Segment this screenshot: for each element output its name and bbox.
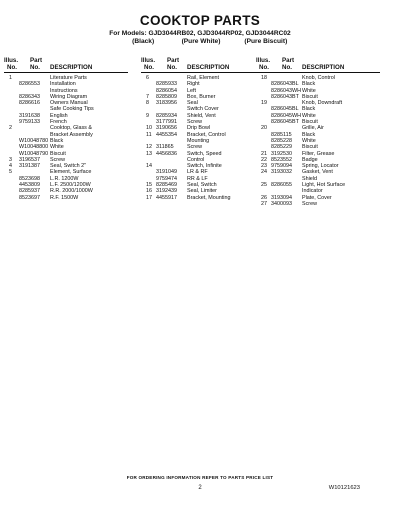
part-number: W10048790 bbox=[19, 150, 49, 157]
part-description: Cooktop, Glass & bbox=[50, 125, 92, 132]
illus-number: 23 bbox=[261, 163, 267, 170]
part-description: Bracket, Control bbox=[187, 131, 226, 138]
part-description: Indicator bbox=[302, 188, 323, 195]
part-description: Bracket Assembly bbox=[50, 131, 93, 138]
part-description: Knob, Downdraft bbox=[302, 100, 343, 107]
part-description: Plate, Cover bbox=[302, 194, 332, 201]
illus-number: 21 bbox=[261, 150, 267, 157]
part-description: Black bbox=[302, 106, 316, 113]
part-description: R.F. 1500W bbox=[50, 194, 79, 201]
header-part: Part bbox=[30, 57, 43, 64]
part-number: 3193032 bbox=[271, 169, 292, 176]
part-description: Shield bbox=[302, 175, 317, 182]
part-description: Seal bbox=[187, 100, 198, 107]
page-title: COOKTOP PARTS bbox=[139, 13, 261, 28]
part-number: 4455354 bbox=[156, 131, 177, 138]
part-description: Knob, Control bbox=[302, 75, 335, 81]
header-description: DESCRIPTION bbox=[50, 64, 93, 71]
part-description: Shield, Vent bbox=[187, 112, 216, 119]
header-illus: Illus. bbox=[4, 57, 19, 64]
part-number: 8286054 bbox=[156, 87, 177, 94]
part-description: Wiring Diagram bbox=[50, 93, 88, 100]
illus-number: 10 bbox=[146, 125, 152, 132]
part-number: 8286055 bbox=[271, 182, 292, 189]
model-colors bbox=[0, 38, 400, 45]
part-number: W10048780 bbox=[19, 137, 49, 144]
illus-number: 14 bbox=[146, 163, 152, 170]
part-description: Rail, Element bbox=[187, 75, 220, 81]
part-number: 8285229 bbox=[271, 144, 292, 151]
part-number: 8285469 bbox=[156, 182, 177, 189]
part-number: 4453809 bbox=[19, 182, 40, 189]
part-number: 4456836 bbox=[156, 150, 177, 157]
part-description: Black bbox=[50, 137, 64, 144]
part-description: R.R. 2000/1000W bbox=[50, 188, 93, 195]
page-number: 2 bbox=[198, 485, 202, 491]
part-number: 8286043WH bbox=[271, 87, 301, 94]
parts-column-2 bbox=[141, 58, 265, 201]
part-description: Screw bbox=[187, 144, 202, 151]
part-description: Bracket, Mounting bbox=[187, 194, 231, 201]
illus-number: 25 bbox=[261, 182, 267, 189]
part-number: 9759474 bbox=[156, 175, 177, 182]
illus-number: 12 bbox=[146, 144, 152, 151]
list-item bbox=[256, 201, 380, 207]
part-description: Element, Surface bbox=[50, 169, 92, 176]
part-description: Seal, Switch 2" bbox=[50, 163, 87, 170]
part-description: White bbox=[302, 87, 316, 94]
header-description: DESCRIPTION bbox=[302, 64, 345, 71]
part-number: 8286553 bbox=[19, 81, 40, 88]
document-number: W10121623 bbox=[328, 485, 360, 491]
part-description: Seal, Limiter bbox=[187, 188, 217, 195]
header-part: Part bbox=[282, 57, 295, 64]
part-description: Box, Burner bbox=[187, 93, 216, 100]
illus-number: 22 bbox=[261, 156, 267, 163]
part-description: Right bbox=[187, 81, 200, 88]
part-description: Badge bbox=[302, 156, 318, 163]
part-number: 9759133 bbox=[19, 119, 40, 126]
part-description: Biscuit bbox=[302, 93, 318, 100]
header-part-no: No. bbox=[30, 64, 40, 71]
illus-number: 24 bbox=[261, 169, 267, 176]
part-description: White bbox=[50, 144, 64, 151]
part-description: Screw bbox=[50, 156, 65, 163]
part-description: Mounting bbox=[187, 137, 210, 144]
part-number: 8285933 bbox=[156, 81, 177, 88]
part-description: Literature Parts bbox=[50, 75, 87, 81]
part-description: White bbox=[302, 137, 316, 144]
part-description: Spring, Locator bbox=[302, 163, 339, 170]
list-item bbox=[4, 195, 128, 201]
part-number: 3177991 bbox=[156, 119, 177, 126]
illus-number: 2 bbox=[9, 125, 12, 132]
illus-number: 20 bbox=[261, 125, 267, 132]
header-description: DESCRIPTION bbox=[187, 64, 230, 71]
illus-number: 5 bbox=[9, 169, 12, 176]
part-number: 8523552 bbox=[271, 156, 292, 163]
part-number: 8286045BL bbox=[271, 106, 299, 113]
part-description: Biscuit bbox=[302, 144, 318, 151]
part-description: French bbox=[50, 119, 67, 126]
part-description: Black bbox=[302, 81, 316, 88]
column-header bbox=[256, 58, 380, 73]
part-description: Black bbox=[302, 131, 316, 138]
parts-column-1 bbox=[4, 58, 128, 201]
part-number: 9759094 bbox=[271, 163, 292, 170]
part-number: 3192530 bbox=[271, 150, 292, 157]
illus-number: 4 bbox=[9, 163, 12, 170]
part-number: 311865 bbox=[156, 144, 174, 151]
illus-number: 18 bbox=[261, 75, 267, 81]
part-description: Installation bbox=[50, 81, 76, 88]
illus-number: 17 bbox=[146, 194, 152, 201]
part-description: LR & RF bbox=[187, 169, 208, 176]
illus-number: 19 bbox=[261, 100, 267, 107]
part-description: Owners Manual bbox=[50, 100, 88, 107]
part-number: 3190656 bbox=[156, 125, 177, 132]
part-description: Biscuit bbox=[302, 119, 318, 126]
column-header bbox=[141, 58, 265, 73]
illus-number: 26 bbox=[261, 194, 267, 201]
part-number: 8286045WH bbox=[271, 112, 301, 119]
model-numbers: For Models: GJD3044RB02, GJD3044RP02, GJD3044RC02 bbox=[109, 30, 291, 37]
header-part: Part bbox=[167, 57, 180, 64]
part-description: L.F. 2500/1200W bbox=[50, 182, 91, 189]
list-item bbox=[141, 195, 265, 201]
part-number: 8286043BL bbox=[271, 81, 299, 88]
part-number: 3191638 bbox=[19, 112, 40, 119]
illus-number: 6 bbox=[146, 75, 149, 81]
part-number: 8286043BT bbox=[271, 93, 299, 100]
part-description: Drip Bowl bbox=[187, 125, 211, 132]
part-number: 8285809 bbox=[156, 93, 177, 100]
part-description: Instructions bbox=[50, 87, 78, 94]
part-description: Switch, Infinite bbox=[187, 163, 222, 170]
part-number: 3183956 bbox=[156, 100, 177, 107]
part-description: Light, Hot Surface bbox=[302, 182, 346, 189]
part-description: Screw bbox=[302, 200, 317, 207]
part-number: 8285228 bbox=[271, 137, 292, 144]
column-header bbox=[4, 58, 128, 73]
part-description: Biscuit bbox=[50, 150, 66, 157]
part-number: 8286616 bbox=[19, 100, 40, 107]
part-number: 3191387 bbox=[19, 163, 40, 170]
part-number: 3193094 bbox=[271, 194, 292, 201]
illus-number: 9 bbox=[146, 112, 149, 119]
header-part-no: No. bbox=[282, 64, 292, 71]
part-number: 8286343 bbox=[19, 93, 40, 100]
header-part-no: No. bbox=[167, 64, 177, 71]
ordering-note: FOR ORDERING INFORMATION REFER TO PARTS PRICE LIST bbox=[126, 475, 274, 480]
color-biscuit: (Pure Biscuit) bbox=[244, 38, 288, 45]
part-number: 8523697 bbox=[19, 194, 40, 201]
color-black: (Black) bbox=[132, 38, 155, 45]
part-description: Screw bbox=[187, 119, 202, 126]
part-description: English bbox=[50, 112, 68, 119]
part-number: 3196537 bbox=[19, 156, 40, 163]
header-illus: Illus. bbox=[141, 57, 156, 64]
part-description: RR & LF bbox=[187, 175, 208, 182]
part-number: 8285937 bbox=[19, 188, 40, 195]
part-number: 8286045BT bbox=[271, 119, 299, 126]
part-number: 3192439 bbox=[156, 188, 177, 195]
illus-number: 8 bbox=[146, 100, 149, 107]
part-description: Control bbox=[187, 156, 205, 163]
header-illus-no: No. bbox=[144, 64, 154, 71]
part-description: Gasket, Vent bbox=[302, 169, 333, 176]
parts-column-3 bbox=[256, 58, 380, 207]
part-description: Seal, Switch bbox=[187, 182, 217, 189]
part-number: 3400093 bbox=[271, 200, 292, 207]
illus-number: 7 bbox=[146, 93, 149, 100]
part-number: W10048800 bbox=[19, 144, 49, 151]
header-illus: Illus. bbox=[256, 57, 271, 64]
part-number: 8523698 bbox=[19, 175, 40, 182]
part-number: 3191049 bbox=[156, 169, 177, 176]
part-description: White bbox=[302, 112, 316, 119]
header-illus-no: No. bbox=[7, 64, 17, 71]
part-description: Grille, Air bbox=[302, 125, 324, 132]
part-number: 4455917 bbox=[156, 194, 177, 201]
part-description: Safe Cooking Tips bbox=[50, 106, 94, 113]
illus-number: 16 bbox=[146, 188, 152, 195]
part-description: Filter, Grease bbox=[302, 150, 335, 157]
color-white: (Pure White) bbox=[181, 38, 221, 45]
part-description: Switch Cover bbox=[187, 106, 219, 113]
illus-number: 1 bbox=[9, 75, 12, 81]
part-number: 8285934 bbox=[156, 112, 177, 119]
part-number: 8285115 bbox=[271, 131, 292, 138]
part-description: Switch, Speed bbox=[187, 150, 222, 157]
illus-number: 27 bbox=[261, 200, 267, 207]
illus-number: 15 bbox=[146, 182, 152, 189]
illus-number: 3 bbox=[9, 156, 12, 163]
part-description: L.R. 1200W bbox=[50, 175, 79, 182]
header-illus-no: No. bbox=[259, 64, 269, 71]
illus-number: 11 bbox=[146, 131, 152, 138]
part-description: Left bbox=[187, 87, 196, 94]
illus-number: 13 bbox=[146, 150, 152, 157]
